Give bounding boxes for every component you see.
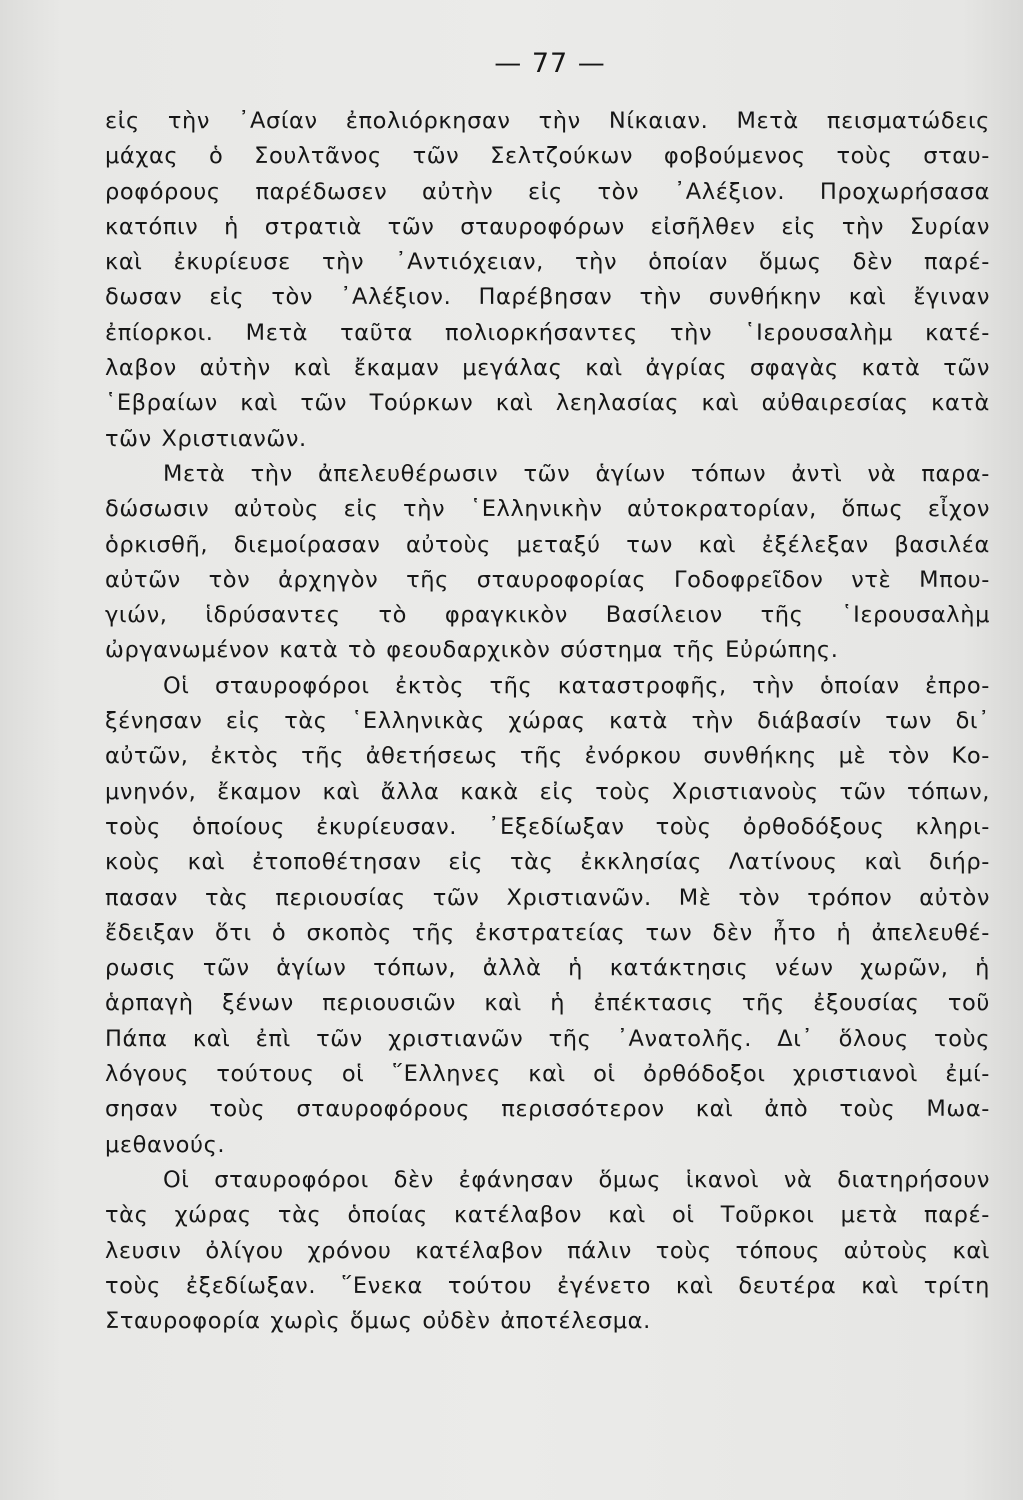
text-line: ἁρπαγὴ ξένων περιουσιῶν καὶ ἡ ἐπέκτασις τῆς ἐξουσίας τοῦ	[105, 990, 990, 1017]
paragraph-1	[105, 104, 990, 457]
page-number: — 77 —	[494, 48, 606, 79]
text-line: μάχας ὁ Σουλτᾶνος τῶν Σελτζούκων φοβούμενος τοὺς σταυ-	[105, 143, 990, 170]
text-line: ἐπίορκοι. Μετὰ ταῦτα πολιορκήσαντες τὴν ῾Ιερουσαλὴμ κατέ-	[105, 319, 990, 346]
text-line: ρωσις τῶν ἁγίων τόπων, ἀλλὰ ἡ κατάκτησις νέων χωρῶν, ἡ	[105, 955, 990, 982]
text-line: κατόπιν ἡ στρατιὰ τῶν σταυροφόρων εἰσῆλθεν εἰς τὴν Συρίαν	[105, 213, 990, 240]
text-line: τοὺς ἐξεδίωξαν. ῞Ενεκα τούτου ἐγένετο καὶ δευτέρα καὶ τρίτη	[105, 1272, 990, 1299]
text-line: μεθανούς.	[105, 1131, 226, 1158]
text-line: γιών, ἱδρύσαντες τὸ φραγκικὸν Βασίλειον τῆς ῾Ιερουσαλὴμ	[105, 602, 990, 629]
text-line: ὠργανωμένον κατὰ τὸ φεουδαρχικὸν σύστημα τῆς Εὐρώπης.	[105, 637, 839, 664]
text-line: λαβον αὐτὴν καὶ ἔκαμαν μεγάλας καὶ ἀγρίας σφαγὰς κατὰ τῶν	[105, 355, 990, 382]
text-line: λευσιν ὀλίγου χρόνου κατέλαβον πάλιν τοὺς τόπους αὐτοὺς καὶ	[105, 1237, 990, 1264]
text-line: τοὺς ὁποίους ἐκυρίευσαν. ᾿Εξεδίωξαν τοὺς ὀρθοδόξους κληρι-	[105, 813, 990, 840]
text-line: Πάπα καὶ ἐπὶ τῶν χριστιανῶν τῆς ᾿Ανατολῆς. Δι᾿ ὅλους τοὺς	[105, 1025, 990, 1052]
text-line: κοὺς καὶ ἐτοποθέτησαν εἰς τὰς ἐκκλησίας Λατίνους καὶ διήρ-	[105, 849, 990, 876]
text-line: μνηνόν, ἔκαμον καὶ ἄλλα κακὰ εἰς τοὺς Χριστιανοὺς τῶν τόπων,	[105, 778, 990, 805]
text-line: σησαν τοὺς σταυροφόρους περισσότερον καὶ ἀπὸ τοὺς Μωα-	[105, 1096, 990, 1123]
text-line: τὰς χώρας τὰς ὁποίας κατέλαβον καὶ οἱ Τοῦρκοι μετὰ παρέ-	[105, 1202, 990, 1229]
paragraph-3	[105, 669, 990, 1163]
text-line: ῾Εβραίων καὶ τῶν Τούρκων καὶ λεηλασίας καὶ αὐθαιρεσίας κατὰ	[105, 390, 990, 417]
text-line: εἰς τὴν ᾿Ασίαν ἐπολιόρκησαν τὴν Νίκαιαν. Μετὰ πεισματώδεις	[105, 108, 990, 134]
text-line: Σταυροφορία χωρὶς ὅμως οὐδὲν ἀποτέλεσμα.	[105, 1308, 651, 1335]
text-line: ἔδειξαν ὅτι ὁ σκοπὸς τῆς ἐκστρατείας των δὲν ἦτο ἡ ἀπελευθέ-	[105, 919, 990, 946]
text-line: λόγους τούτους οἱ ῞Ελληνες καὶ οἱ ὀρθόδοξοι χριστιανοὶ ἐμί-	[105, 1061, 990, 1088]
text-line: ροφόρους παρέδωσεν αὐτὴν εἰς τὸν ᾿Αλέξιον. Προχωρήσασα	[105, 178, 990, 205]
text-line: Μετὰ τὴν ἀπελευθέρωσιν τῶν ἁγίων τόπων ἀντὶ νὰ παρα-	[163, 460, 990, 487]
paragraph-2	[105, 457, 990, 669]
text-line: ξένησαν εἰς τὰς ῾Ελληνικὰς χώρας κατὰ τὴν διάβασίν των δι᾿	[105, 708, 990, 735]
text-line: αὐτῶν τὸν ἀρχηγὸν τῆς σταυροφορίας Γοδοφρεῖδον ντὲ Μπου-	[105, 566, 990, 593]
text-line: δωσαν εἰς τὸν ᾿Αλέξιον. Παρέβησαν τὴν συνθήκην καὶ ἔγιναν	[105, 284, 990, 311]
text-line: δώσωσιν αὐτοὺς εἰς τὴν ῾Ελληνικὴν αὐτοκρατορίαν, ὅπως εἶχον	[105, 496, 990, 523]
paragraph-4	[105, 1163, 990, 1339]
body-text	[105, 104, 990, 1339]
text-line: αὐτῶν, ἐκτὸς τῆς ἀθετήσεως τῆς ἐνόρκου συνθήκης μὲ τὸν Κο-	[105, 743, 990, 770]
text-line: τῶν Χριστιανῶν.	[105, 425, 307, 452]
text-line: πασαν τὰς περιουσίας τῶν Χριστιανῶν. Μὲ τὸν τρόπον αὐτὸν	[105, 884, 990, 911]
text-line: Οἱ σταυροφόροι δὲν ἐφάνησαν ὅμως ἱκανοὶ νὰ διατηρήσουν	[163, 1166, 990, 1193]
text-line: καὶ ἐκυρίευσε τὴν ᾿Αντιόχειαν, τὴν ὁποίαν ὅμως δὲν παρέ-	[105, 249, 990, 276]
text-line: Οἱ σταυροφόροι ἐκτὸς τῆς καταστροφῆς, τὴν ὁποίαν ἐπρο-	[163, 672, 990, 699]
text-line: ὁρκισθῆ, διεμοίρασαν αὐτοὺς μεταξύ των καὶ ἐξέλεξαν βασιλέα	[105, 531, 990, 558]
